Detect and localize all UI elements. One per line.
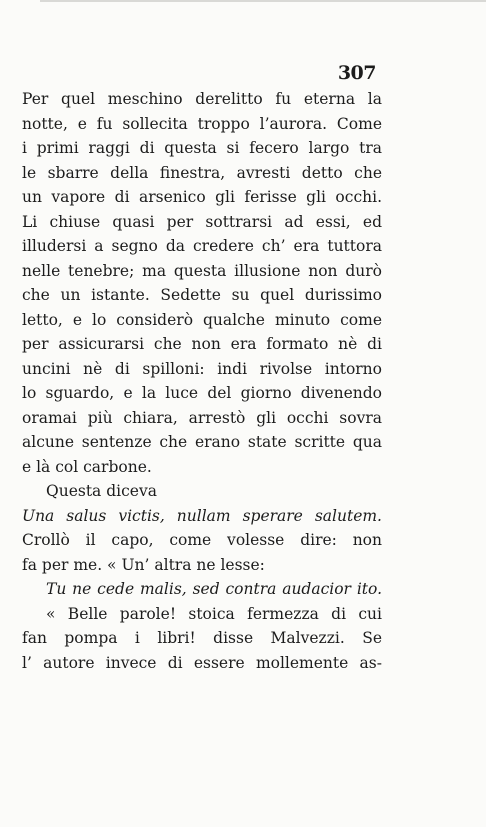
text-line: nelle tenebre; ma questa illusione non durò xyxy=(22,261,382,280)
text-line: le sbarre della finestra, avresti detto che xyxy=(22,163,382,182)
text-line: uncini nè di spilloni: indi rivolse intorno xyxy=(22,359,382,378)
text-line: i primi raggi di questa si fecero largo tra xyxy=(22,139,382,157)
text-line: alcune sentenze che erano state scritte qua xyxy=(22,433,382,451)
text-line: notte, e fu sollecita troppo l’aurora. Come xyxy=(22,114,382,133)
text-line: fan pompa i libri! disse Malvezzi. Se xyxy=(22,629,382,647)
text-line: Questa diceva xyxy=(46,482,157,500)
text-line: oramai più chiara, arrestò gli occhi sovra xyxy=(22,408,382,427)
text-line: « Belle parole! stoica fermezza di cui xyxy=(46,604,382,623)
text-line: Crollò il capo, come volesse dire: non xyxy=(22,531,382,549)
text-line: letto, e lo considerò qualche minuto come xyxy=(22,310,382,329)
text-line: che un istante. Sedette su quel durissimo xyxy=(22,286,382,304)
latin-quote: Una salus victis, nullam sperare salutem. xyxy=(22,506,382,525)
text-line: Per quel meschino derelitto fu eterna la xyxy=(22,90,382,108)
page-edge xyxy=(40,0,486,2)
text-line: e là col carbone. xyxy=(22,457,152,476)
text-line: un vapore di arsenico gli ferisse gli occhi. xyxy=(22,188,382,206)
text-line: fa per me. « Un’ altra ne lesse: xyxy=(22,555,265,574)
text-line: Li chiuse quasi per sottrarsi ad essi, ed xyxy=(22,212,382,231)
page-number: 307 xyxy=(337,62,376,84)
body-text xyxy=(22,87,382,675)
text-line: l’ autore invece di essere mollemente as- xyxy=(22,653,382,672)
text-line: per assicurarsi che non era formato nè di xyxy=(22,335,382,353)
latin-quote: Tu ne cede malis, sed contra audacior ito. xyxy=(46,580,382,598)
text-line: lo sguardo, e la luce del giorno divenendo xyxy=(22,384,382,402)
text-line: illudersi a segno da credere ch’ era tuttora xyxy=(22,237,382,255)
